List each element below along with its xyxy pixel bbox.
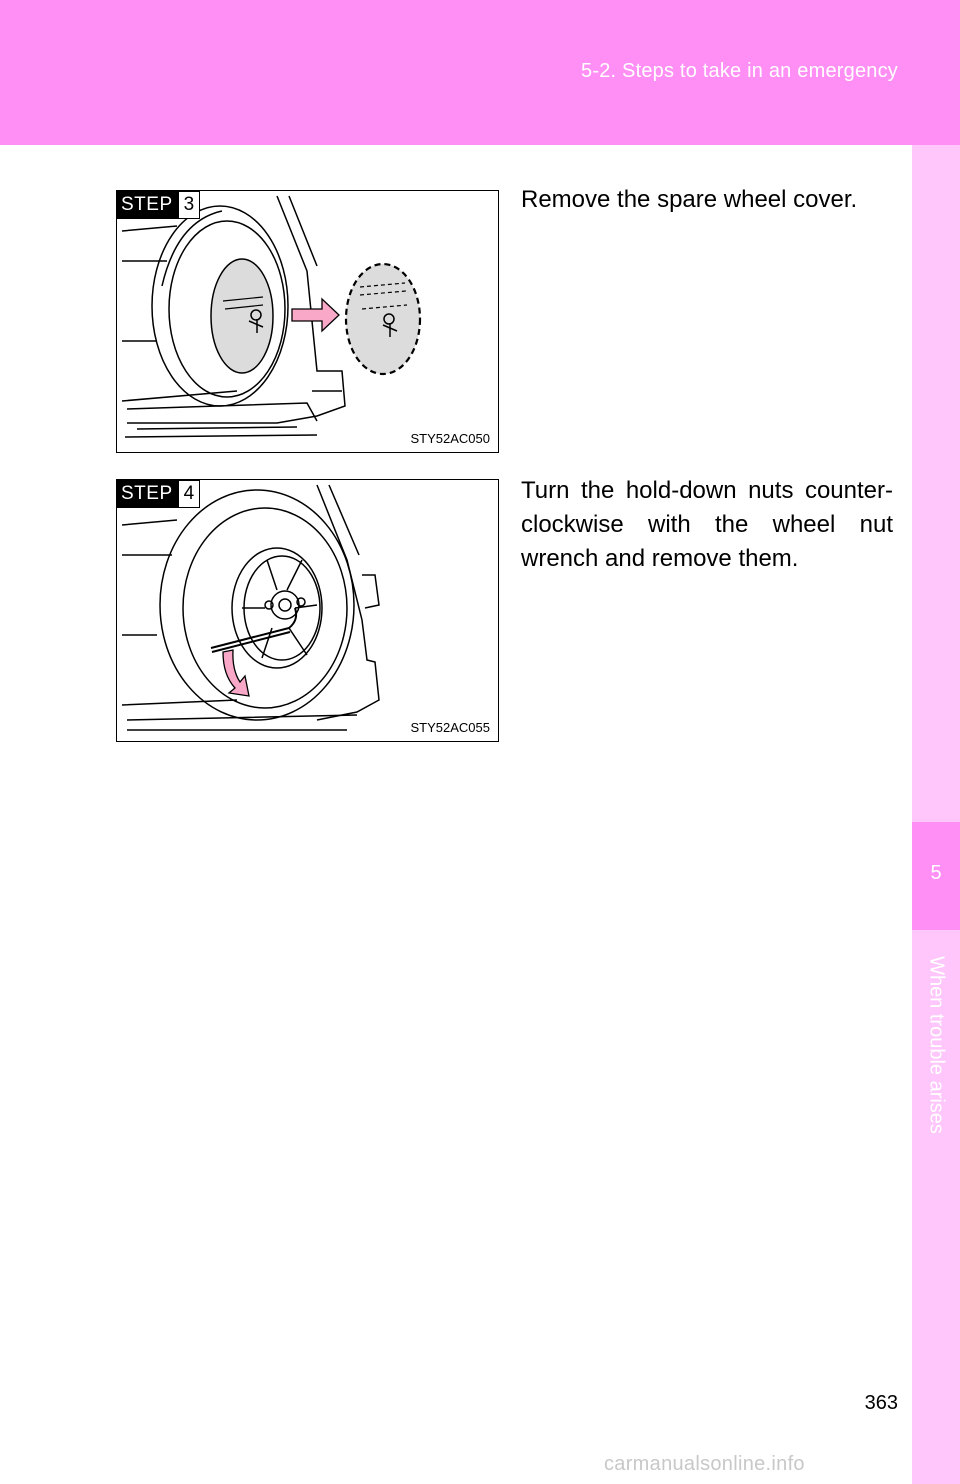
step-number: 3 [179,191,201,219]
step-number: 4 [179,480,201,508]
step-3-badge [117,191,200,219]
step-4-instruction: Turn the hold-down nuts counter-clockwise with the wheel nut wrench and remove them. [521,477,893,572]
page-number: 363 [864,1392,898,1414]
hold-down-nuts-drawing [117,480,499,742]
chapter-label: When trouble arises [925,956,948,1134]
step-word: STEP [117,480,179,508]
chapter-number: 5 [930,862,942,884]
section-title: 5-2. Steps to take in an emergency [581,60,898,82]
spare-wheel-cover-drawing [117,191,499,453]
step-4-illustration [116,479,499,742]
figure-code: STY52AC055 [410,720,490,735]
step-3-instruction: Remove the spare wheel cover. [521,186,858,213]
step-4-badge [117,480,200,508]
step-word: STEP [117,191,179,219]
figure-code: STY52AC050 [410,431,490,446]
watermark: carmanualsonline.info [604,1453,805,1475]
chapter-side-tab [912,145,960,1484]
step-3-illustration [116,190,499,453]
